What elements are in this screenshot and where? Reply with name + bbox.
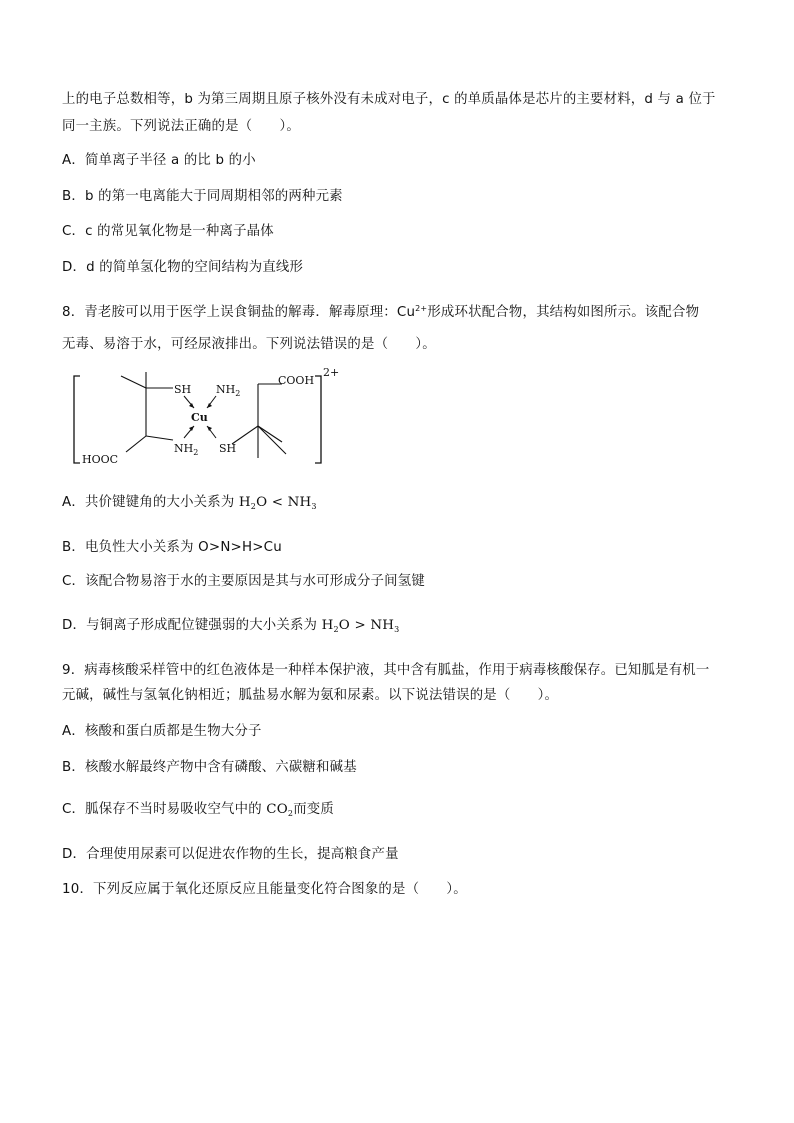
left-bracket bbox=[74, 376, 80, 463]
cu-label: Cu bbox=[191, 411, 208, 424]
q9-option-a: A．核酸和蛋白质都是生物大分子 bbox=[62, 724, 262, 739]
q8-option-d: D．与铜离子形成配位键强弱的大小关系为 $H_2O > NH_3$ bbox=[62, 618, 400, 634]
q8-stem-part1: 8．青老胺可以用于医学上误食铜盐的解毒．解毒原理：Cu bbox=[62, 305, 416, 320]
bond bbox=[258, 426, 286, 454]
bond bbox=[258, 426, 282, 442]
arrowhead bbox=[189, 426, 194, 431]
q8-stem-part2: 形成环状配合物，其结构如图所示。该配合物 bbox=[427, 305, 700, 320]
bond bbox=[121, 376, 146, 388]
bond bbox=[126, 436, 146, 452]
arrowhead bbox=[207, 403, 212, 408]
q8-stem-line2: 无毒、易溶于水，可经尿液排出。下列说法错误的是（ ）。 bbox=[62, 337, 436, 352]
sh-top-label: SH bbox=[174, 383, 192, 396]
q9-option-d: D．合理使用尿素可以促进农作物的生长，提高粮食产量 bbox=[62, 847, 399, 862]
q7-stem-line2: 同一主族。下列说法正确的是（ ）。 bbox=[62, 119, 300, 134]
q9-option-b: B．核酸水解最终产物中含有磷酸、六碳糖和碱基 bbox=[62, 760, 357, 775]
structure-diagram bbox=[66, 368, 346, 468]
copper-complex-structure bbox=[66, 368, 346, 468]
bond bbox=[146, 436, 173, 440]
q7-stem-line1: 上的电子总数相等，b 为第三周期且原子核外没有未成对电子，c 的单质晶体是芯片的主要材料，d 与 a 位于 bbox=[62, 92, 716, 107]
q8-option-b: B．电负性大小关系为 O>N>H>Cu bbox=[62, 540, 282, 555]
right-bracket bbox=[315, 376, 321, 463]
q8-option-a: A．共价键键角的大小关系为 $H_2O < NH_3$ bbox=[62, 495, 317, 511]
nh2-bottom-label: $NH_2$ bbox=[174, 442, 199, 457]
arrowhead bbox=[207, 426, 212, 431]
nh2-top-label: $NH_2$ bbox=[216, 383, 241, 398]
q8-stem-charge: 2+ bbox=[415, 304, 428, 313]
q7-option-a: A．简单离子半径 a 的比 b 的小 bbox=[62, 153, 256, 168]
cooh-label: COOH bbox=[278, 374, 315, 387]
q9-option-c: C．胍保存不当时易吸收空气中的 $CO_2$而变质 bbox=[62, 802, 334, 818]
q7-option-b: B．b 的第一电离能大于同周期相邻的两种元素 bbox=[62, 189, 343, 204]
q8-option-c: C．该配合物易溶于水的主要原因是其与水可形成分子间氢键 bbox=[62, 574, 425, 589]
q7-option-c: C．c 的常见氧化物是一种离子晶体 bbox=[62, 224, 274, 239]
q9-stem-line1: 9．病毒核酸采样管中的红色液体是一种样本保护液，其中含有胍盐，作用于病毒核酸保存。已知胍是有机一 bbox=[62, 663, 710, 678]
q9-stem-line2: 元碱，碱性与氢氧化钠相近；胍盐易水解为氨和尿素。以下说法错误的是（ ）。 bbox=[62, 688, 559, 703]
q10-stem: 10．下列反应属于氧化还原反应且能量变化符合图象的是（ ）。 bbox=[62, 882, 467, 897]
q7-option-d: D．d 的简单氢化物的空间结构为直线形 bbox=[62, 260, 304, 275]
hooc-label: HOOC bbox=[82, 453, 119, 466]
sh-bottom-label: SH bbox=[219, 442, 237, 455]
q8-stem-line1 bbox=[62, 303, 699, 323]
complex-charge: 2+ bbox=[323, 368, 340, 379]
arrowhead bbox=[189, 403, 194, 408]
